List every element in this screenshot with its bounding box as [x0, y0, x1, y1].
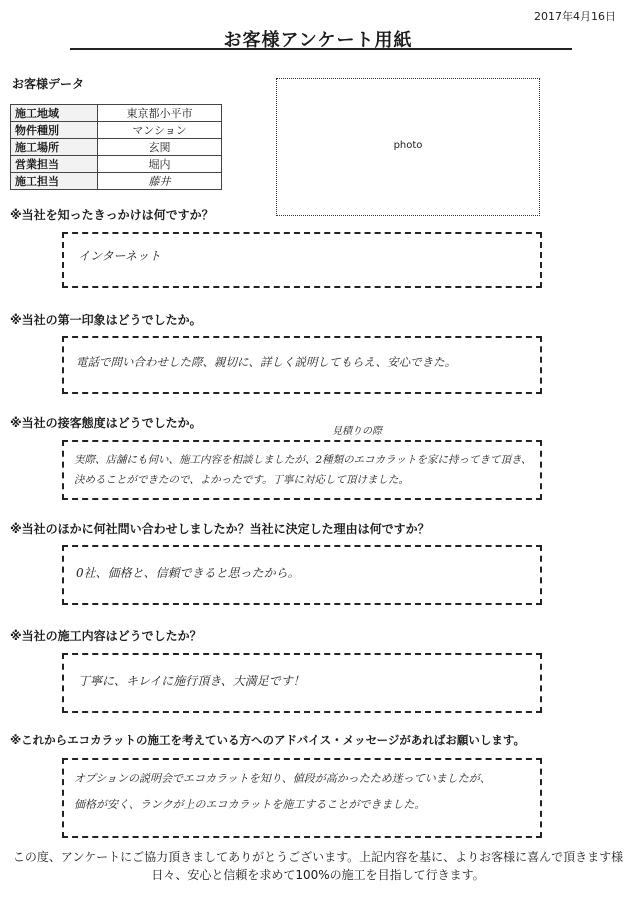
answer-line: 価格が安く、ランクが上のエコカラットを施工することができました。: [74, 798, 426, 811]
answer-line: 電話で問い合わせした際、親切に、詳しく説明してもらえ、安心できた。: [76, 355, 457, 369]
row-label: 物件種別: [11, 122, 98, 139]
table-row: [11, 122, 222, 139]
answer-box-4: [62, 545, 542, 605]
answer-line: 決めることができたので、よかったです。丁寧に対応して頂けました。: [74, 474, 409, 486]
answer-box-1: [62, 232, 542, 288]
row-label: 施工担当: [11, 173, 98, 190]
answer-box-5: [62, 653, 542, 713]
answer-box-3: [62, 440, 542, 500]
survey-date: 2017年4月16日: [534, 10, 616, 23]
title-underline: [70, 48, 572, 50]
answer-line: 丁寧に、キレイに施行頂き、大満足です！: [78, 674, 305, 688]
question-2: ※当社の第一印象はどうでしたか。: [10, 313, 202, 327]
footer-line: 日々、安心と信頼を求めて100%の施工を目指して行きます。: [151, 868, 485, 882]
answer-box-6: [62, 758, 542, 838]
footer-message: [0, 848, 636, 884]
answer-note: 見積りの際: [332, 426, 382, 437]
table-row: [11, 139, 222, 156]
answer-line: オプションの説明会でエコカラットを知り、値段が高かったため迷っていましたが、: [74, 772, 491, 785]
question-5: ※当社の施工内容はどうでしたか？: [10, 629, 202, 643]
customer-data-heading: お客様データ: [12, 77, 85, 91]
question-4: ※当社のほかに何社問い合わせしましたか？当社に決定した理由は何ですか？: [10, 522, 430, 536]
table-row: [11, 173, 222, 190]
answer-line: インターネット: [78, 249, 161, 263]
page-title: お客様アンケート用紙: [223, 30, 413, 51]
row-label: 施工場所: [11, 139, 98, 156]
question-6: ※これからエコカラットの施工を考えている方へのアドバイス・メッセージがあればお願いします。: [10, 733, 525, 747]
row-value: 堀内: [98, 156, 222, 173]
row-value: 東京都小平市: [98, 105, 222, 122]
answer-box-2: [62, 336, 542, 394]
customer-data-table: [10, 104, 222, 190]
question-3: ※当社の接客態度はどうでしたか。: [10, 416, 202, 430]
table-row: [11, 105, 222, 122]
row-value: 藤井: [98, 173, 222, 190]
footer-line: この度、アンケートにご協力頂きましてありがとうございます。上記内容を基に、よりお客様に喜んで頂きます様: [12, 850, 624, 864]
table-row: [11, 156, 222, 173]
answer-line: 実際、店舗にも伺い、施工内容を相談しましたが、2種類のエコカラットを家に持ってきて頂き、: [74, 454, 532, 466]
row-label: 施工地域: [11, 105, 98, 122]
photo-label: photo: [393, 140, 423, 151]
row-value: 玄関: [98, 139, 222, 156]
answer-line: 0社、価格と、信頼できると思ったから。: [76, 566, 300, 580]
question-1: ※当社を知ったきっかけは何ですか？: [10, 208, 214, 222]
row-label: 営業担当: [11, 156, 98, 173]
row-value: マンション: [98, 122, 222, 139]
